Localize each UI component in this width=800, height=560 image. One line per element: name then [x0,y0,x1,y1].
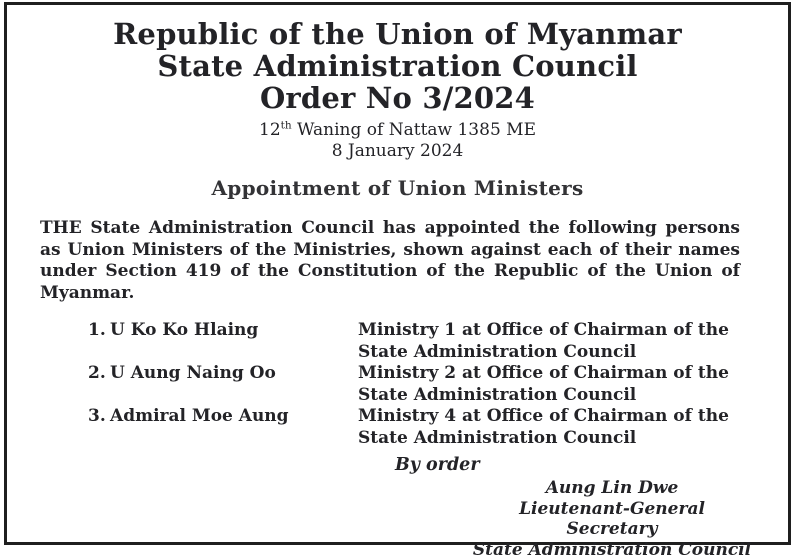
document-title [7,18,788,114]
appointment-ministry: Ministry 2 at Office of Chairman of the State Administration Council [358,363,764,406]
appointment-name: Admiral Moe Aung [110,406,358,428]
appointment-name: U Aung Naing Oo [110,363,358,385]
date-myanmar-rest: Waning of Nattaw 1385 ME [292,120,536,140]
date-myanmar-calendar [7,120,788,141]
date-gregorian: 8 January 2024 [7,141,788,162]
by-order-text: By order [395,455,788,476]
title-line-country: Republic of the Union of Myanmar [7,18,788,50]
signatory-position: Secretary [460,519,764,540]
appointment-number: 2. [88,363,110,385]
appointment-name: U Ko Ko Hlaing [110,320,358,342]
signatory-name: Aung Lin Dwe [460,478,764,499]
signature-block [460,478,764,560]
appointment-ministry: Ministry 1 at Office of Chairman of the State Administration Council [358,320,764,363]
appointment-ministry: Ministry 4 at Office of Chairman of the State Administration Council [358,406,764,449]
signatory-rank: Lieutenant-General [460,499,764,520]
signatory-organization: State Administration Council [460,540,764,560]
body-paragraph: THE State Administration Council has appointed the following persons as Union Ministers of the Ministries, shown against each of their names under Section 419 of the Constitution of the Republic of the Union of Myanmar. [40,218,740,304]
document-border-frame [4,2,791,545]
appointment-number: 3. [88,406,110,428]
appointment-row [88,406,788,449]
date-block [7,120,788,162]
appointment-list [88,320,788,449]
title-line-order-number: Order No 3/2024 [7,82,788,114]
title-line-council: State Administration Council [7,50,788,82]
appointment-row [88,363,788,406]
appointment-number: 1. [88,320,110,342]
date-day-ordinal: th [281,119,292,131]
section-heading: Appointment of Union Ministers [7,176,788,200]
date-day: 12 [259,120,281,140]
appointment-row [88,320,788,363]
